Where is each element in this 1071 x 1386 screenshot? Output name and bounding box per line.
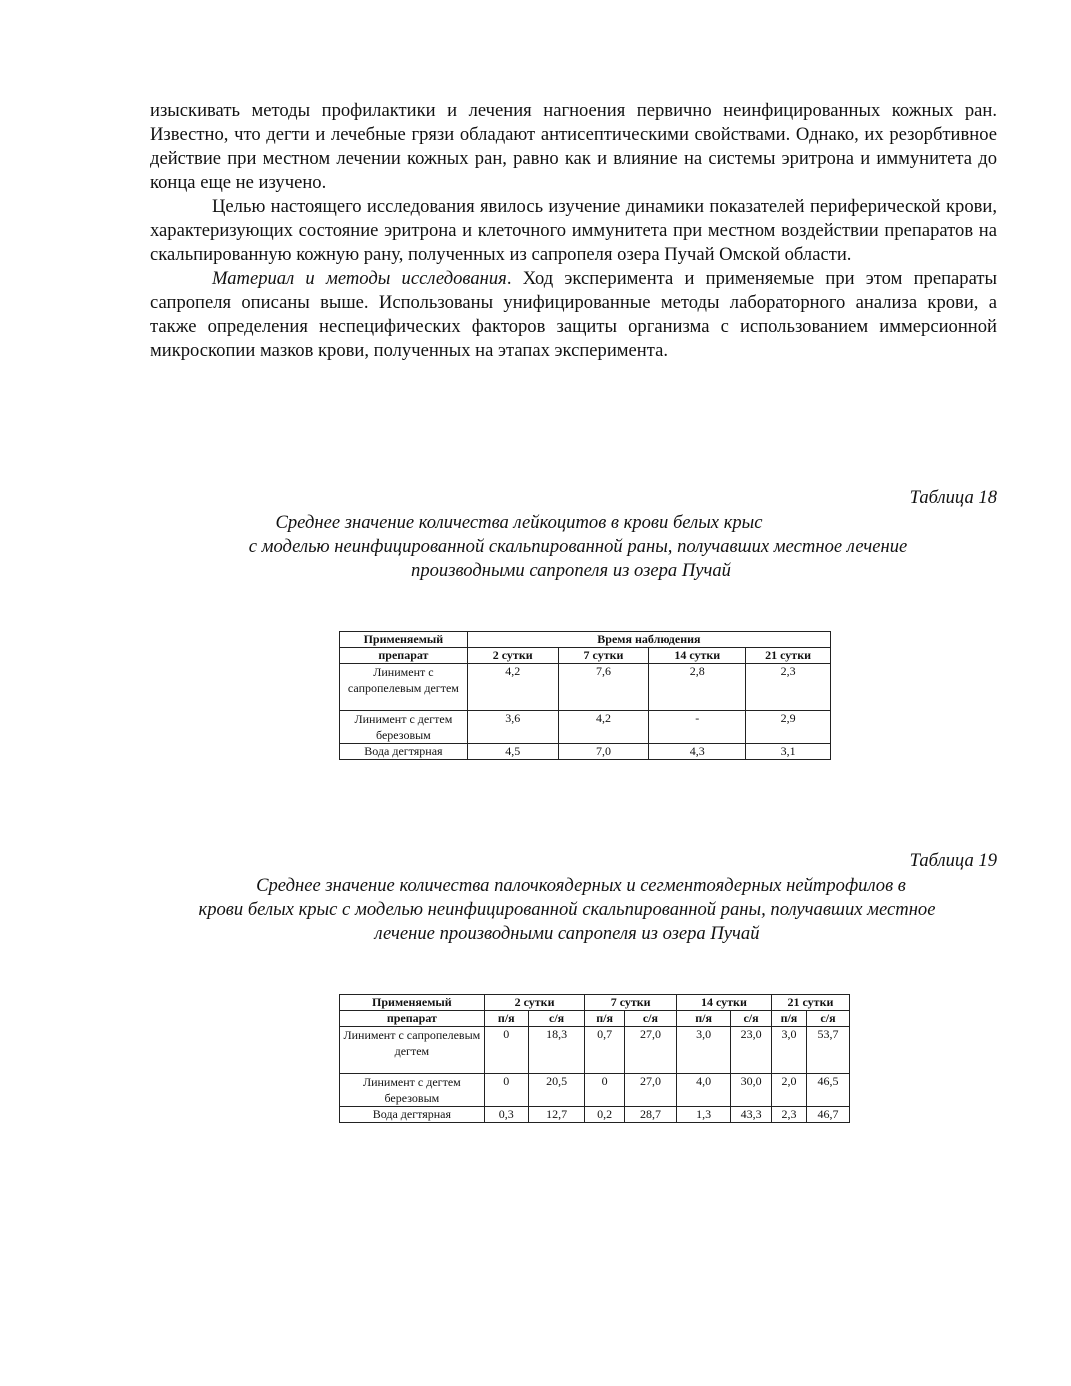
table-row bbox=[340, 744, 831, 760]
table-19-caption bbox=[120, 874, 1028, 946]
methods-heading: Материал и методы исследования bbox=[212, 268, 507, 289]
cell: 2,3 bbox=[746, 664, 831, 711]
table-row bbox=[340, 1074, 850, 1107]
cell: 4,0 bbox=[676, 1074, 730, 1107]
paragraph-3 bbox=[150, 267, 997, 363]
header-time: Время наблюдения bbox=[467, 632, 830, 648]
column-header: 21 сутки bbox=[746, 648, 831, 664]
cell: 2,9 bbox=[746, 711, 831, 744]
caption-line: крови белых крыс с моделью неинфицированной скальпированной раны, получавших местное bbox=[198, 899, 936, 920]
column-header: 7 сутки bbox=[558, 648, 649, 664]
table-row bbox=[340, 1107, 850, 1123]
caption-line: лечение производными сапропеля из озера Пучай bbox=[374, 923, 760, 944]
cell: 30,0 bbox=[731, 1074, 772, 1107]
cell: 23,0 bbox=[731, 1027, 772, 1074]
cell: 46,7 bbox=[806, 1107, 849, 1123]
cell: 43,3 bbox=[731, 1107, 772, 1123]
cell: 12,7 bbox=[528, 1107, 585, 1123]
sub-header: с/я bbox=[528, 1011, 585, 1027]
table-19-label: Таблица 19 bbox=[909, 850, 997, 871]
cell: 20,5 bbox=[528, 1074, 585, 1107]
cell: 28,7 bbox=[624, 1107, 676, 1123]
table-row bbox=[340, 664, 831, 711]
caption-line: с моделью неинфицированной скальпированной раны, получавших местное лечение bbox=[248, 536, 908, 557]
methods-text: . Ход эксперимента и применяемые при этом препараты сапропеля описаны выше. Использованы унифицированные методы лабораторного анализа крови, а также определения неспецифических факторов защиты организма с использованием иммерсионной микроскопии мазков крови, полученных на этапах эксперимента. bbox=[150, 268, 997, 361]
cell: 4,2 bbox=[467, 664, 558, 711]
table-18-label: Таблица 18 bbox=[909, 487, 997, 508]
row-drug: Линимент с сапропелевым дегтем bbox=[340, 1027, 485, 1074]
cell: 0 bbox=[484, 1074, 528, 1107]
cell: 0 bbox=[585, 1074, 625, 1107]
header-drug-2: препарат bbox=[340, 648, 468, 664]
cell: 0,2 bbox=[585, 1107, 625, 1123]
cell: 27,0 bbox=[624, 1074, 676, 1107]
cell: 7,0 bbox=[558, 744, 649, 760]
day-header: 2 сутки bbox=[484, 995, 585, 1011]
column-header: 2 сутки bbox=[467, 648, 558, 664]
caption-line: Среднее значение количества палочкоядерных и сегментоядерных нейтрофилов в bbox=[256, 875, 906, 896]
cell: 2,0 bbox=[771, 1074, 806, 1107]
paragraph-1: изыскивать методы профилактики и лечения нагноения первично неинфицированных кожных ран. Известно, что дегти и лечебные грязи обладают антисептическими свойствами. Однако, их резорбтивное действие при местном лечении кожных ран, равно как и влияние на системы эритрона и иммунитета до конца еще не изучено. bbox=[150, 100, 997, 193]
cell: 0 bbox=[484, 1027, 528, 1074]
cell: 1,3 bbox=[676, 1107, 730, 1123]
cell: 2,8 bbox=[649, 664, 746, 711]
cell: 0,3 bbox=[484, 1107, 528, 1123]
day-header: 7 сутки bbox=[585, 995, 677, 1011]
row-drug: Линимент с дегтем березовым bbox=[340, 1074, 485, 1107]
caption-line: производными сапропеля из озера Пучай bbox=[411, 560, 731, 581]
sub-header: с/я bbox=[806, 1011, 849, 1027]
row-drug: Вода дегтярная bbox=[340, 744, 468, 760]
header-drug-line: Применяемый bbox=[363, 632, 444, 646]
sub-header: п/я bbox=[585, 1011, 625, 1027]
cell: 4,2 bbox=[558, 711, 649, 744]
cell: 2,3 bbox=[771, 1107, 806, 1123]
header-drug-2: препарат bbox=[340, 1011, 485, 1027]
cell: 4,3 bbox=[649, 744, 746, 760]
sub-header: п/я bbox=[484, 1011, 528, 1027]
column-header: 14 сутки bbox=[649, 648, 746, 664]
header-drug bbox=[340, 632, 468, 648]
cell: 7,6 bbox=[558, 664, 649, 711]
body-text bbox=[150, 99, 997, 363]
cell: 4,5 bbox=[467, 744, 558, 760]
cell: - bbox=[649, 711, 746, 744]
table-18-caption bbox=[120, 511, 1028, 583]
cell: 0,7 bbox=[585, 1027, 625, 1074]
row-drug: Линимент с дегтем березовым bbox=[340, 711, 468, 744]
table-18 bbox=[339, 631, 831, 760]
cell: 53,7 bbox=[806, 1027, 849, 1074]
day-header: 21 сутки bbox=[771, 995, 849, 1011]
cell: 3,0 bbox=[676, 1027, 730, 1074]
row-drug: Вода дегтярная bbox=[340, 1107, 485, 1123]
sub-header: с/я bbox=[731, 1011, 772, 1027]
row-drug: Линимент с сапропелевым дегтем bbox=[340, 664, 468, 711]
day-header: 14 сутки bbox=[676, 995, 771, 1011]
cell: 46,5 bbox=[806, 1074, 849, 1107]
table-19 bbox=[339, 994, 850, 1123]
sub-header: с/я bbox=[624, 1011, 676, 1027]
table-row bbox=[340, 711, 831, 744]
cell: 3,0 bbox=[771, 1027, 806, 1074]
header-drug: Применяемый bbox=[340, 995, 485, 1011]
caption-line: Среднее значение количества лейкоцитов в крови белых крыс bbox=[275, 512, 763, 533]
sub-header: п/я bbox=[676, 1011, 730, 1027]
cell: 18,3 bbox=[528, 1027, 585, 1074]
paragraph-2: Целью настоящего исследования явилось изучение динамики показателей периферической крови, характеризующих состояние эритрона и клеточного иммунитета при местном воздействии препаратов на скальпированную кожную рану, полученных из сапропеля озера Пучай Омской области. bbox=[150, 196, 997, 265]
cell: 27,0 bbox=[624, 1027, 676, 1074]
sub-header: п/я bbox=[771, 1011, 806, 1027]
cell: 3,6 bbox=[467, 711, 558, 744]
table-row bbox=[340, 1027, 850, 1074]
cell: 3,1 bbox=[746, 744, 831, 760]
